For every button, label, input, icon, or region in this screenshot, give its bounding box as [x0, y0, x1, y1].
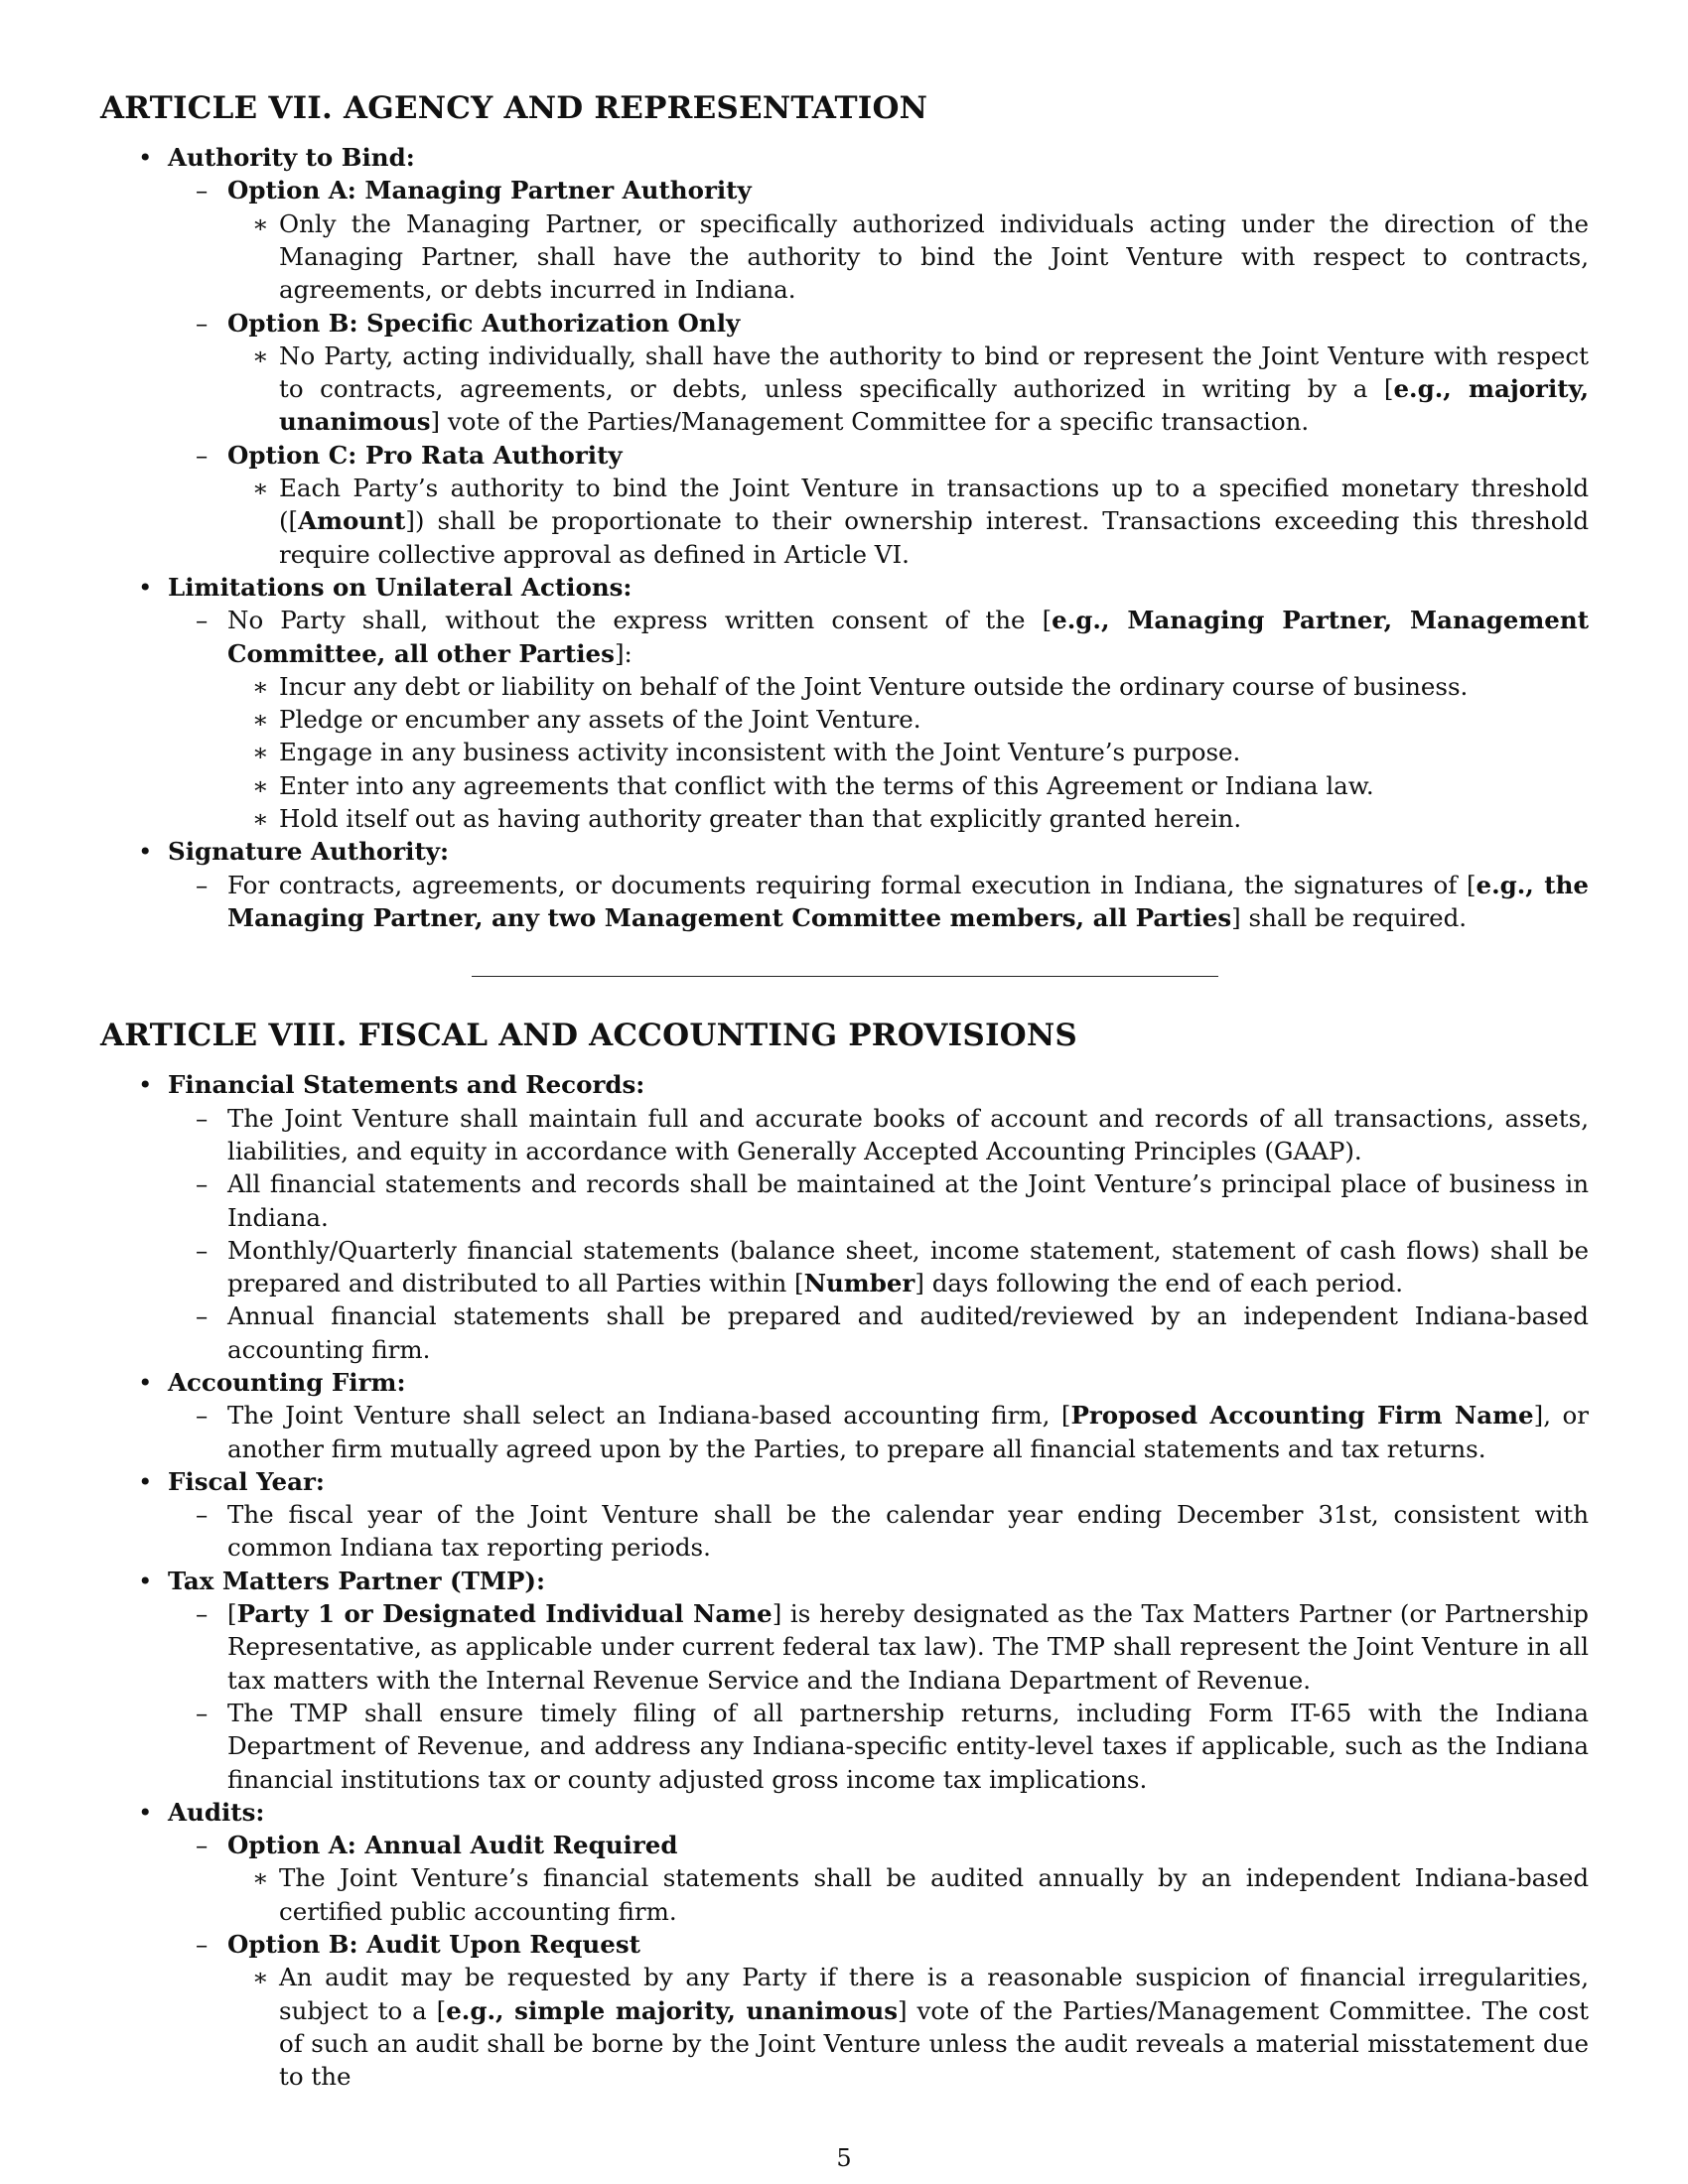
list-item — [100, 1796, 1589, 2094]
placeholder-text: e.g., Managing Partner, Management Committee, all other Parties — [227, 606, 1590, 668]
list-item — [227, 670, 1589, 703]
paragraph — [227, 604, 1589, 670]
text-run: ] is hereby designated as the Tax Matters Partner (or Partnership Representative, as applicable under current federal tax law). The TMP shall represent the Joint Venture in all tax matters with the Internal Revenue Service and the Indiana Department of Revenue. — [227, 1599, 1589, 1695]
list-item — [227, 340, 1589, 439]
list-item — [168, 869, 1589, 935]
paragraph: The fiscal year of the Joint Venture shall be the calendar year ending December 31st, consistent with common Indiana tax reporting periods. — [227, 1500, 1589, 1563]
paragraph — [227, 1234, 1589, 1300]
text-run: [ — [227, 1599, 237, 1629]
list-item — [168, 1234, 1589, 1300]
article-viii-title: ARTICLE VIII. FISCAL AND ACCOUNTING PROVISIONS — [100, 1018, 1077, 1054]
sublist — [227, 1861, 1589, 1928]
sublist — [227, 472, 1589, 571]
paragraph: Pledge or encumber any assets of the Joint Venture. — [279, 705, 921, 735]
placeholder-text: Proposed Accounting Firm Name — [1070, 1401, 1534, 1431]
list-item — [227, 736, 1589, 768]
list-item — [227, 1861, 1589, 1928]
bullet-icon: • — [138, 143, 153, 173]
text-run: ] vote of the Parties/Management Committee. The cost of such an audit shall be borne by the Joint Venture unless the audit reveals a material misstatement due to the — [279, 1995, 1589, 2092]
list-item — [227, 703, 1589, 736]
list-item — [168, 174, 1589, 306]
dash-icon: – — [196, 1500, 209, 1530]
list-item — [100, 1068, 1589, 1366]
paragraph — [227, 869, 1589, 935]
list-item — [168, 1829, 1589, 1928]
paragraph: The TMP shall ensure timely filing of all partnership returns, including Form IT-65 with the Indiana Department of Revenue, and address any Indiana-specific entity-level taxes if applicable, such as the Indiana financial institutions tax or county adjusted gross income tax implications. — [227, 1698, 1589, 1794]
paragraph: The Joint Venture’s financial statements shall be audited annually by an independent Indiana-based certified public accounting firm. — [279, 1863, 1589, 1926]
paragraph — [279, 340, 1589, 439]
dash-icon: – — [196, 1698, 209, 1727]
placeholder-text: e.g., the Managing Partner, any two Management Committee members, all Parties — [227, 870, 1589, 932]
list-item — [227, 1961, 1589, 2093]
list-item — [227, 769, 1589, 802]
option-heading: Option B: Specific Authorization Only — [227, 308, 741, 338]
list-item — [100, 1366, 1589, 1465]
bullet-icon: • — [138, 1466, 153, 1496]
item-heading: Accounting Firm: — [168, 1367, 406, 1397]
item-heading: Audits: — [168, 1797, 265, 1827]
paragraph: Annual financial statements shall be prepared and audited/reviewed by an independent Indiana-based accounting firm. — [227, 1301, 1589, 1364]
list-item — [168, 604, 1589, 835]
dash-icon: – — [196, 1930, 209, 1960]
paragraph — [279, 1961, 1589, 2093]
text-run: ], or another firm mutually agreed upon by the Parties, to prepare all financial statements and tax returns. — [227, 1401, 1589, 1463]
sublist — [168, 604, 1589, 835]
placeholder-text: Amount — [298, 506, 406, 536]
text-run: The Joint Venture shall select an Indiana-based accounting firm, [ — [227, 1401, 1071, 1431]
sublist — [168, 1498, 1589, 1565]
list-item — [100, 1565, 1589, 1796]
dash-icon: – — [196, 176, 209, 205]
list-item — [168, 1399, 1589, 1465]
dash-icon: – — [196, 1103, 209, 1133]
option-heading: Option A: Managing Partner Authority — [227, 176, 752, 205]
text-run: ] days following the end of each period. — [914, 1269, 1404, 1298]
list-item — [227, 802, 1589, 835]
asterisk-icon: ∗ — [252, 671, 269, 701]
asterisk-icon: ∗ — [252, 341, 269, 370]
placeholder-text: e.g., majority, unanimous — [279, 374, 1589, 437]
text-run: ]) shall be proportionate to their ownership interest. Transactions exceeding this threshold require collective approval as defined in Article VI. — [279, 506, 1589, 569]
sublist — [227, 207, 1589, 307]
article-vii-title: ARTICLE VII. AGENCY AND REPRESENTATION — [100, 90, 928, 126]
sublist — [168, 1597, 1589, 1796]
list-item — [100, 1465, 1589, 1565]
paragraph: All financial statements and records shall be maintained at the Joint Venture’s principal place of business in Indiana. — [227, 1169, 1589, 1232]
item-heading: Authority to Bind: — [168, 143, 415, 173]
sublist — [168, 174, 1589, 571]
paragraph — [227, 1597, 1589, 1697]
text-run: ] shall be required. — [1231, 902, 1468, 932]
option-heading: Option B: Audit Upon Request — [227, 1930, 640, 1960]
item-heading: Signature Authority: — [168, 837, 450, 867]
bullet-icon: • — [138, 1566, 153, 1595]
list-item — [168, 1697, 1589, 1796]
asterisk-icon: ∗ — [252, 1963, 269, 1992]
list-item — [100, 835, 1589, 934]
dash-icon: – — [196, 1301, 209, 1331]
asterisk-icon: ∗ — [252, 738, 269, 767]
item-heading: Tax Matters Partner (TMP): — [168, 1566, 546, 1595]
text-run: An audit may be requested by any Party if there is a reasonable suspicion of financial irregularities, subject to a [ — [279, 1963, 1589, 2025]
asterisk-icon: ∗ — [252, 208, 269, 238]
list-item — [168, 439, 1589, 571]
bullet-icon: • — [138, 572, 153, 602]
text-run: For contracts, agreements, or documents requiring formal execution in Indiana, the signatures of [ — [227, 870, 1477, 899]
bullet-icon: • — [138, 1070, 153, 1100]
sublist — [227, 670, 1589, 835]
option-heading: Option A: Annual Audit Required — [227, 1831, 678, 1860]
sublist — [227, 340, 1589, 439]
dash-icon: – — [196, 870, 209, 899]
list-item — [168, 1102, 1589, 1168]
dash-icon: – — [196, 1599, 209, 1629]
dash-icon: – — [196, 1831, 209, 1860]
asterisk-icon: ∗ — [252, 474, 269, 503]
asterisk-icon: ∗ — [252, 804, 269, 834]
paragraph — [227, 1399, 1589, 1465]
list-item — [168, 1498, 1589, 1565]
sublist — [168, 1399, 1589, 1465]
bullet-icon: • — [138, 1797, 153, 1827]
article-vii-list — [100, 141, 1589, 934]
paragraph: Only the Managing Partner, or specifically authorized individuals acting under the direction of the Managing Partner, shall have the authority to bind the Joint Venture with respect to contracts, agreements, or debts incurred in Indiana. — [279, 208, 1589, 305]
text-run: No Party, acting individually, shall have the authority to bind or represent the Joint Venture with respect to contracts, agreements, or debts, unless specifically authorized in writing by a [ — [279, 341, 1589, 404]
bullet-icon: • — [138, 837, 153, 867]
dash-icon: – — [196, 440, 209, 470]
article-vii-section — [100, 91, 1589, 934]
text-run: Monthly/Quarterly financial statements (balance sheet, income statement, statement of cash flows) shall be prepared and distributed to all Parties within [ — [227, 1235, 1589, 1298]
list-item — [168, 1299, 1589, 1366]
list-item — [168, 307, 1589, 439]
sublist — [168, 869, 1589, 935]
list-item — [100, 571, 1589, 835]
text-run: Each Party’s authority to bind the Joint Venture in transactions up to a specified monetary threshold ([ — [279, 474, 1589, 536]
paragraph: Enter into any agreements that conflict with the terms of this Agreement or Indiana law. — [279, 770, 1374, 800]
text-run: No Party shall, without the express written consent of the [ — [227, 606, 1053, 635]
list-item — [168, 1167, 1589, 1234]
page-number: 5 — [836, 2144, 852, 2172]
list-item — [227, 472, 1589, 571]
bullet-icon: • — [138, 1367, 153, 1397]
paragraph: Incur any debt or liability on behalf of the Joint Venture outside the ordinary course of business. — [279, 671, 1469, 701]
item-heading: Financial Statements and Records: — [168, 1070, 645, 1100]
text-run: ] vote of the Parties/Management Committee for a specific transaction. — [430, 407, 1310, 437]
dash-icon: – — [196, 1401, 209, 1431]
article-viii-list — [100, 1068, 1589, 2093]
paragraph: Engage in any business activity inconsistent with the Joint Venture’s purpose. — [279, 738, 1241, 767]
list-item — [168, 1597, 1589, 1697]
list-item — [168, 1928, 1589, 2093]
sublist — [227, 1961, 1589, 2093]
paragraph: The Joint Venture shall maintain full and accurate books of account and records of all transactions, assets, liabilities, and equity in accordance with Generally Accepted Accounting Principles (GAAP). — [227, 1103, 1589, 1165]
asterisk-icon: ∗ — [252, 705, 269, 735]
asterisk-icon: ∗ — [252, 770, 269, 800]
list-item — [100, 141, 1589, 571]
placeholder-text: Party 1 or Designated Individual Name — [236, 1599, 773, 1629]
dash-icon: – — [196, 1169, 209, 1199]
dash-icon: – — [196, 606, 209, 635]
text-run: ]: — [614, 638, 633, 668]
dash-icon: – — [196, 308, 209, 338]
document-page — [100, 91, 1589, 2094]
paragraph — [279, 472, 1589, 571]
placeholder-text: Number — [803, 1269, 915, 1298]
placeholder-text: e.g., simple majority, unanimous — [446, 1995, 899, 2025]
list-item — [227, 207, 1589, 307]
article-viii-section — [100, 1019, 1589, 2093]
paragraph: Hold itself out as having authority greater than that explicitly granted herein. — [279, 804, 1242, 834]
section-divider — [472, 976, 1218, 977]
option-heading: Option C: Pro Rata Authority — [227, 440, 623, 470]
sublist — [168, 1829, 1589, 2093]
dash-icon: – — [196, 1235, 209, 1265]
sublist — [168, 1102, 1589, 1366]
item-heading: Fiscal Year: — [168, 1466, 325, 1496]
item-heading: Limitations on Unilateral Actions: — [168, 572, 633, 602]
asterisk-icon: ∗ — [252, 1863, 269, 1893]
